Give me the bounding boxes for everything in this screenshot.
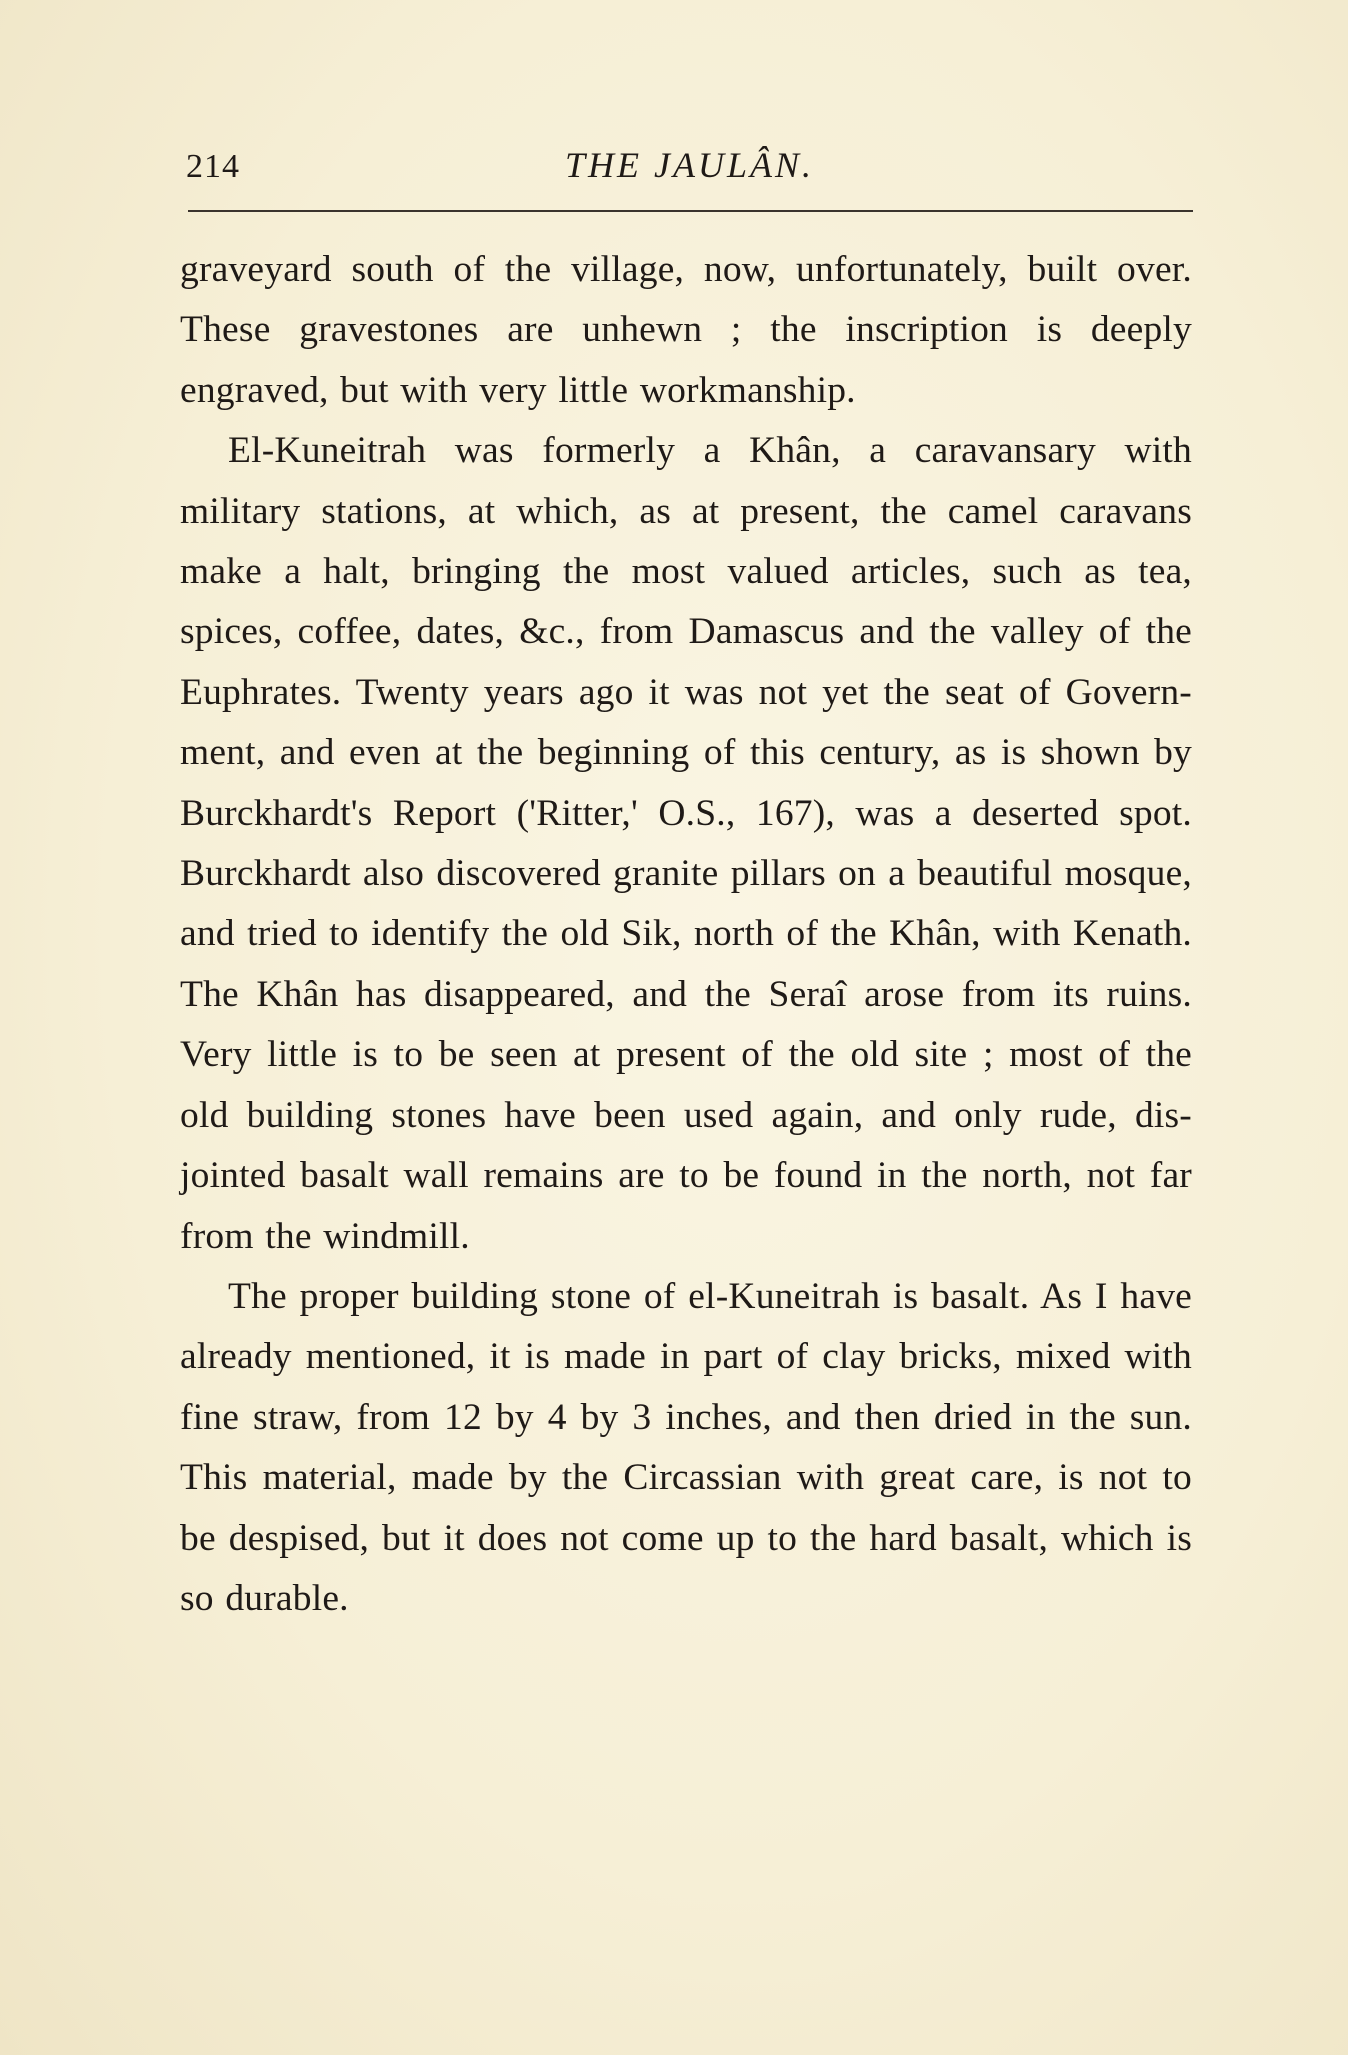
paragraph-building-stone: The proper building stone of el-Kuneitrah is basalt. As I have already mentioned, it is made in part of clay bricks, mixed with fine straw, from 12 by 4 by 3 inches, and then dried in the sun. This material, made by the Circassian with great care, is not to be despised, but it does not come up to the hard basalt, which is so durable. xyxy=(180,1275,1192,1619)
paragraph-continued: graveyard south of the village, now, unfortunately, built over. These gravestones are unhewn ; the inscription is deeply engraved, but with very little workmanship. xyxy=(180,249,1192,411)
header-rule xyxy=(188,210,1193,212)
page-header xyxy=(186,138,1193,198)
body-text xyxy=(180,240,1192,1629)
running-title: THE JAULÂN. xyxy=(565,145,814,185)
paragraph-el-kuneitrah-history: El-Kuneitrah was formerly a Khân, a caravansary with military stations, at which, as at present, the camel caravans make a halt, bringing the most valued articles, such as tea, spices, coffee, dates, &c., from Damascus and the valley of the Euphrates. Twenty years ago it was not yet the seat of Govern- ment, and even at the beginning of this century, as is shown by Burckhardt's Report ('Ritter,' O.S., 167), was a deserted spot. Burckhardt also discovered granite pillars on a beautiful mosque, and tried to identify the old Sik, north of the Khân, with Kenath. The Khân has disappeared, and the Seraî arose from its ruins. Very little is to be seen at present of the old site ; most of the old building stones have been used again, and only rude, dis- jointed basalt wall remains are to be found in the north, not far from the windmill. xyxy=(180,430,1192,1257)
page-number: 214 xyxy=(186,148,240,185)
